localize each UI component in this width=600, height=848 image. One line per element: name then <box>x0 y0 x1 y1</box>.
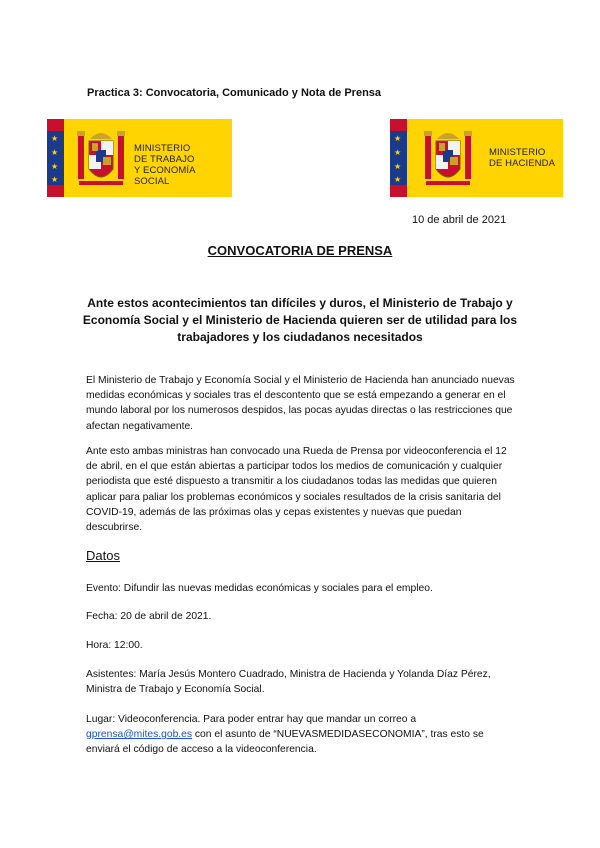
flag-stripe: ★ ★ ★ ★ <box>47 119 64 197</box>
lugar-suffix: con el asunto de “NUEVASMEDIDASECONOMIA”, tras esto se enviará el código de acceso a la videoconferencia. <box>86 729 484 756</box>
paragraph-2: Ante esto ambas ministras han convocado una Rueda de Prensa por videoconferencia el 12 de abril, en el que están abiertas a participar todos los medios de comunicación y cualquier periodista que esté dispuesto a transmitir a los ciudadanos todas las medidas que quieren aplicar para paliar los problemas económicos y sociales resultados de la crisis sanitaria del COVID-19, además de las próximas olas y cepas existentes y nuevas que puedan descubrirse. <box>86 446 507 534</box>
document-date: 10 de abril de 2021 <box>412 214 507 226</box>
spanish-coat-of-arms-icon <box>423 125 473 193</box>
paragraph-1: El Ministerio de Trabajo y Economía Social y el Ministerio de Hacienda han anunciado nuevas medidas económicas y sociales tras el descontento que se está empezando a generar en el mundo laboral por los numerosos despidos, las pocas ayudas directas o las restricciones que afectan negativamente. <box>86 375 515 432</box>
datos-heading: Datos <box>86 548 120 563</box>
flag-stripe: ★ ★ ★ ★ <box>390 119 407 197</box>
email-link[interactable]: gprensa@mites.gob.es <box>86 729 193 741</box>
logo-ministerio-trabajo <box>47 119 232 197</box>
practice-title: Practica 3: Convocatoria, Comunicado y Nota de Prensa <box>87 87 382 99</box>
logo-left-line-1: MINISTERIO <box>134 143 191 154</box>
lugar-prefix: Lugar: Videoconferencia. Para poder entrar hay que mandar un correo a <box>86 714 417 725</box>
datos-lugar <box>86 712 516 758</box>
logo-right-line-2: DE HACIENDA <box>489 158 556 169</box>
datos-fecha: Fecha: 20 de abril de 2021. <box>86 611 212 622</box>
logo-left-line-3: Y ECONOMÍA SOCIAL <box>134 165 196 187</box>
datos-evento: Evento: Difundir las nuevas medidas económicas y sociales para el empleo. <box>86 583 433 594</box>
datos-hora: Hora: 12:00. <box>86 640 143 651</box>
logo-left-line-2: DE TRABAJO <box>134 154 195 165</box>
datos-asistentes: Asistentes: María Jesús Montero Cuadrado, Ministra de Hacienda y Yolanda Díaz Pérez, Ministra de Trabajo y Economía Social. <box>86 669 491 696</box>
document-title: CONVOCATORIA DE PRENSA <box>207 243 393 258</box>
logo-right-line-1: MINISTERIO <box>489 147 546 158</box>
spanish-coat-of-arms-icon <box>76 125 126 193</box>
document-subtitle: Ante estos acontecimientos tan difíciles y duros, el Ministerio de Trabajo y Economía Social y el Ministerio de Hacienda quieren ser de utilidad para los trabajadores y los ciudadanos necesitados <box>82 296 518 344</box>
logo-ministerio-hacienda <box>390 119 563 197</box>
